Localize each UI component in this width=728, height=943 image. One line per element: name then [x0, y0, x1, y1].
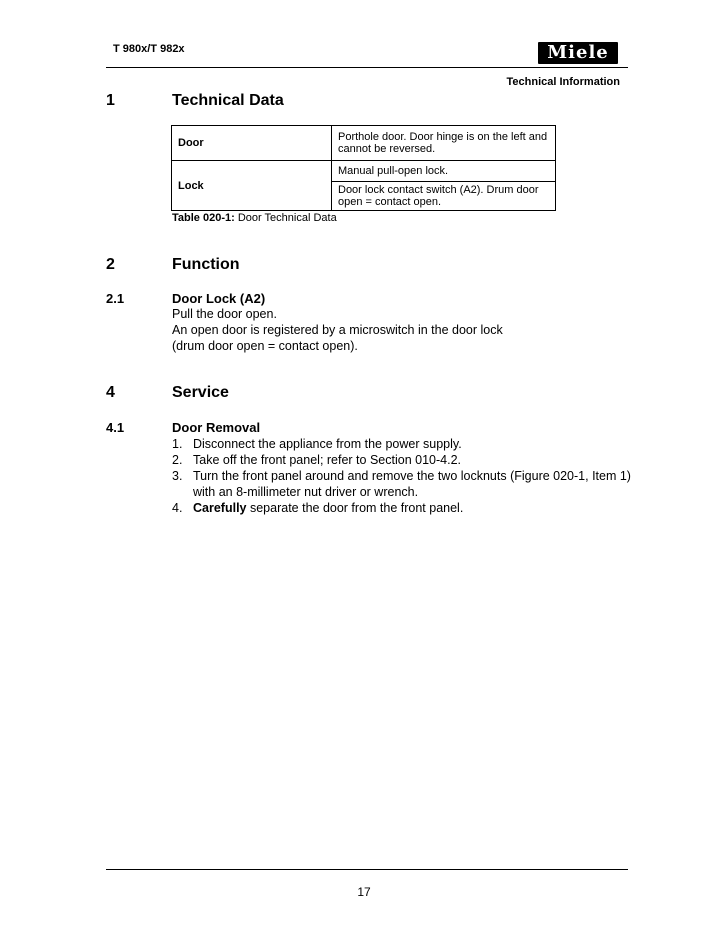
footer-divider: [106, 869, 628, 870]
list-item: [172, 500, 632, 516]
table-label-lock: Lock: [172, 161, 332, 211]
step-text: separate the door from the front panel.: [246, 501, 464, 515]
page-number: 17: [357, 885, 371, 899]
section-title: Technical Information: [506, 76, 620, 88]
table-row: [172, 126, 556, 161]
section-4-number: 4: [106, 384, 115, 401]
list-item: [172, 468, 632, 500]
step-number: 3.: [172, 469, 183, 483]
section-4-1-number: 4.1: [106, 420, 125, 435]
section-4-heading: Service: [172, 384, 229, 401]
text-line: An open door is registered by a microswitch in the door lock: [172, 323, 503, 337]
table-value: Door lock contact switch (A2). Drum door open = contact open.: [332, 182, 556, 211]
document-model: T 980x/T 982x: [113, 43, 185, 55]
section-1-heading: Technical Data: [172, 92, 284, 109]
text-line: (drum door open = contact open).: [172, 339, 358, 353]
door-lock-text: [172, 306, 503, 354]
header-divider: [106, 67, 628, 68]
table-caption-text: Door Technical Data: [234, 212, 337, 224]
table-value: Porthole door. Door hinge is on the left and cannot be reversed.: [332, 126, 556, 161]
step-emphasis: Carefully: [193, 501, 247, 515]
step-text: Turn the front panel around and remove the two locknuts (Figure 020-1, Item 1) with an 8-millimeter nut driver or wrench.: [193, 469, 631, 499]
door-technical-table: [171, 125, 556, 211]
section-2-1-heading: Door Lock (A2): [172, 291, 266, 306]
section-2-1-number: 2.1: [106, 291, 125, 306]
table-caption-label: Table 020-1:: [172, 212, 235, 224]
table-caption: [172, 212, 337, 224]
door-removal-steps: [172, 436, 632, 516]
miele-logo: Miele: [538, 42, 618, 64]
table-label-door: Door: [172, 126, 332, 161]
section-2-number: 2: [106, 256, 115, 273]
text-line: Pull the door open.: [172, 307, 277, 321]
section-1-number: 1: [106, 92, 115, 109]
step-number: 4.: [172, 501, 183, 515]
section-2-heading: Function: [172, 256, 240, 273]
step-text: Take off the front panel; refer to Section 010-4.2.: [193, 453, 461, 467]
list-item: [172, 436, 632, 452]
step-number: 2.: [172, 453, 183, 467]
table-row: [172, 161, 556, 182]
section-4-1-heading: Door Removal: [172, 420, 261, 435]
table-value: Manual pull-open lock.: [332, 161, 556, 182]
step-text: Disconnect the appliance from the power supply.: [193, 437, 462, 451]
list-item: [172, 452, 632, 468]
step-number: 1.: [172, 437, 183, 451]
